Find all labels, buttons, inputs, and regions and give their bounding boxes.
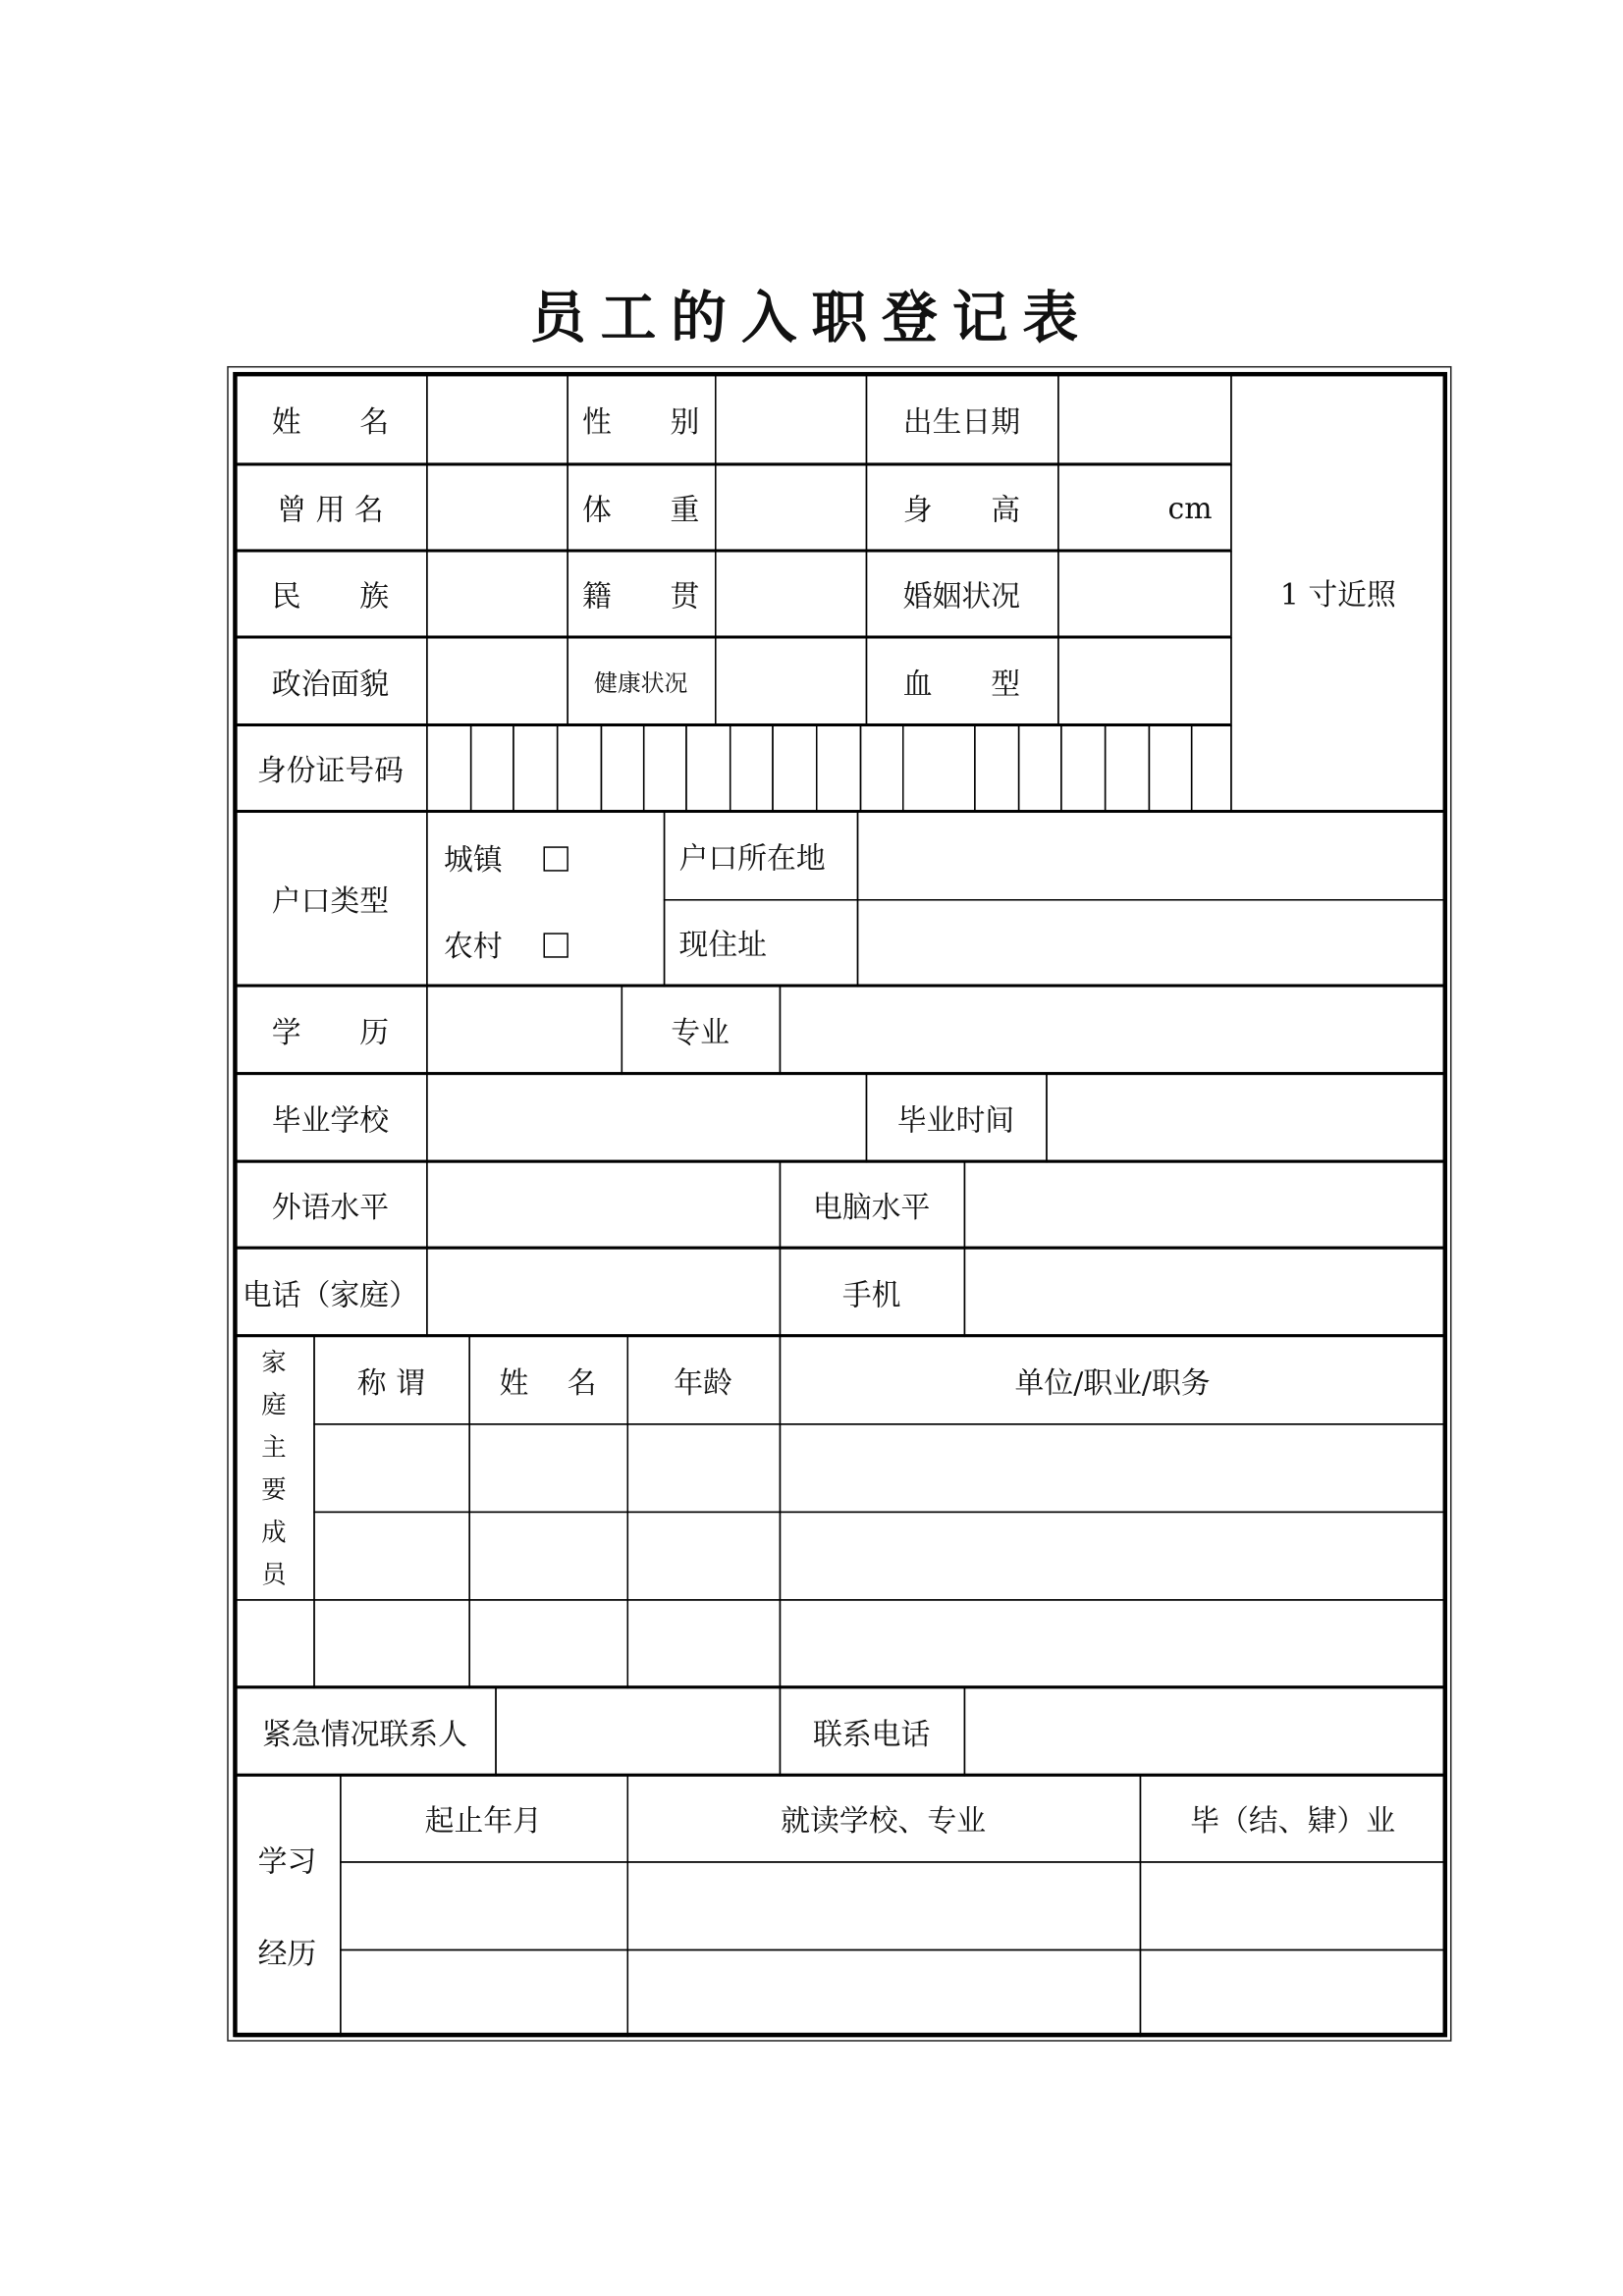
label-id-number: 身份证号码: [234, 724, 427, 813]
family-member-cell[interactable]: [626, 1598, 781, 1687]
checkbox-rural[interactable]: [543, 933, 568, 957]
field-ethnicity[interactable]: [425, 550, 568, 638]
label-emergency-contact: 紧急情况联系人: [234, 1686, 496, 1776]
hukou-option-rural[interactable]: [444, 923, 568, 965]
label-emergency-phone: 联系电话: [779, 1686, 964, 1776]
id-digit-cell[interactable]: [1148, 724, 1192, 813]
family-section-char: 要: [261, 1475, 287, 1505]
family-section-char: 家: [261, 1348, 287, 1378]
study-header-0: 起止年月: [339, 1774, 627, 1862]
label-major: 专业: [621, 985, 781, 1074]
id-digit-cell[interactable]: [600, 724, 644, 813]
field-height: cm: [1056, 463, 1231, 552]
id-digit-cell[interactable]: [1059, 724, 1105, 813]
field-degree[interactable]: [425, 985, 622, 1074]
id-digit-cell[interactable]: [425, 724, 470, 813]
id-digit-cell[interactable]: [684, 724, 730, 813]
field-name[interactable]: [425, 373, 568, 465]
label-current-address: 现住址: [663, 898, 857, 987]
hukou-option-label: 农村: [444, 928, 503, 964]
family-section-char: 员: [261, 1560, 287, 1590]
label-height: 身 高: [865, 463, 1058, 552]
label-native-place: 籍 贯: [567, 550, 716, 638]
label-birth: 出生日期: [865, 373, 1058, 465]
form-title: 员工的入职登记表: [530, 284, 1093, 350]
label-mobile: 手机: [779, 1247, 964, 1336]
row-divider: [235, 1160, 1446, 1163]
field-mobile[interactable]: [963, 1247, 1446, 1336]
family-member-cell[interactable]: [468, 1511, 628, 1600]
family-section-char: 庭: [261, 1390, 287, 1420]
family-extra-cell[interactable]: [234, 1598, 314, 1687]
field-grad-time[interactable]: [1045, 1073, 1446, 1162]
hukou-option-urban[interactable]: [444, 836, 568, 879]
label-school: 毕业学校: [234, 1073, 427, 1162]
family-header-3: 单位/职业/职务: [779, 1335, 1446, 1424]
row-divider: [235, 1774, 1446, 1777]
field-current-address[interactable]: [856, 898, 1446, 987]
family-member-cell[interactable]: [468, 1598, 628, 1687]
row-divider: [235, 723, 1230, 726]
row-divider: [235, 1685, 1446, 1688]
label-former-name: 曾 用 名: [234, 463, 427, 552]
label-home-phone: 电话（家庭）: [234, 1247, 427, 1336]
field-blood-type[interactable]: [1056, 636, 1231, 725]
photo-box: 1 寸近照: [1229, 373, 1446, 813]
id-digit-cell[interactable]: [469, 724, 514, 813]
study-history-cell[interactable]: [626, 1949, 1141, 2037]
family-member-cell[interactable]: [779, 1598, 1446, 1687]
label-blood-type: 血 型: [865, 636, 1058, 725]
study-history-cell[interactable]: [626, 1860, 1141, 1949]
label-degree: 学 历: [234, 985, 427, 1074]
id-digit-cell[interactable]: [512, 724, 557, 813]
id-digit-cell[interactable]: [642, 724, 686, 813]
label-language: 外语水平: [234, 1160, 427, 1249]
study-header-2: 毕（结、肄）业: [1139, 1774, 1446, 1862]
label-health: 健康状况: [567, 636, 716, 725]
study-label-line: 经历: [257, 1936, 317, 1972]
id-digit-cell[interactable]: [815, 724, 860, 813]
label-marital-status: 婚姻状况: [865, 550, 1058, 638]
row-divider: [235, 810, 1446, 813]
label-gender: 性 别: [567, 373, 716, 465]
family-header-0: 称 谓: [313, 1335, 470, 1424]
family-member-cell[interactable]: [468, 1422, 628, 1512]
row-divider: [235, 1072, 1446, 1075]
family-header-1: 姓 名: [468, 1335, 628, 1424]
family-member-cell[interactable]: [313, 1511, 470, 1600]
label-hukou-location: 户口所在地: [663, 811, 857, 900]
field-emergency-contact[interactable]: [495, 1686, 781, 1776]
id-digit-cell[interactable]: [556, 724, 601, 813]
study-label-line: 学习: [257, 1843, 317, 1880]
field-language[interactable]: [425, 1160, 780, 1249]
label-computer: 电脑水平: [779, 1160, 964, 1249]
field-gender[interactable]: [714, 373, 866, 465]
field-political-status[interactable]: [425, 636, 568, 725]
field-school[interactable]: [425, 1073, 866, 1162]
field-hukou-location[interactable]: [856, 811, 1446, 900]
id-digit-cell[interactable]: [859, 724, 903, 813]
field-emergency-phone[interactable]: [963, 1686, 1446, 1776]
row-divider: [235, 985, 1446, 988]
id-digit-cell[interactable]: [1017, 724, 1061, 813]
label-hukou-type: 户口类型: [234, 811, 427, 987]
label-study-history: [234, 1774, 341, 2036]
field-native-place[interactable]: [714, 550, 866, 638]
id-digit-cell[interactable]: [973, 724, 1018, 813]
row-divider: [235, 1247, 1446, 1250]
field-health[interactable]: [714, 636, 866, 725]
field-major[interactable]: [779, 985, 1446, 1074]
field-home-phone[interactable]: [425, 1247, 780, 1336]
id-digit-cell[interactable]: [901, 724, 975, 813]
label-ethnicity: 民 族: [234, 550, 427, 638]
checkbox-urban[interactable]: [543, 846, 568, 871]
family-member-cell[interactable]: [779, 1422, 1446, 1512]
field-weight[interactable]: [714, 463, 866, 552]
field-computer[interactable]: [963, 1160, 1446, 1249]
id-digit-cell[interactable]: [771, 724, 816, 813]
study-history-cell[interactable]: [339, 1860, 627, 1949]
field-marital-status[interactable]: [1056, 550, 1231, 638]
id-digit-cell[interactable]: [729, 724, 773, 813]
label-name: 姓 名: [234, 373, 427, 465]
study-history-cell[interactable]: [1139, 1860, 1446, 1949]
id-digit-cell[interactable]: [1104, 724, 1149, 813]
family-member-cell[interactable]: [779, 1511, 1446, 1600]
family-section-char: 主: [261, 1432, 287, 1463]
field-birth[interactable]: [1056, 373, 1231, 465]
row-divider: [235, 1334, 1446, 1337]
row-divider: [235, 549, 1230, 552]
row-divider: [235, 635, 1230, 638]
family-header-2: 年龄: [626, 1335, 781, 1424]
row-divider: [235, 462, 1230, 465]
field-former-name[interactable]: [425, 463, 568, 552]
id-digit-cell[interactable]: [1190, 724, 1231, 813]
study-history-cell[interactable]: [1139, 1949, 1446, 2037]
label-grad-time: 毕业时间: [865, 1073, 1047, 1162]
label-family-members: [234, 1335, 314, 1600]
family-member-cell[interactable]: [313, 1598, 470, 1687]
family-member-cell[interactable]: [626, 1422, 781, 1512]
family-member-cell[interactable]: [313, 1422, 470, 1512]
family-member-cell[interactable]: [626, 1511, 781, 1600]
label-political-status: 政治面貌: [234, 636, 427, 725]
hukou-option-label: 城镇: [444, 841, 503, 878]
label-weight: 体 重: [567, 463, 716, 552]
family-section-char: 成: [261, 1518, 287, 1548]
study-history-cell[interactable]: [339, 1949, 627, 2037]
study-header-1: 就读学校、专业: [626, 1774, 1141, 1862]
